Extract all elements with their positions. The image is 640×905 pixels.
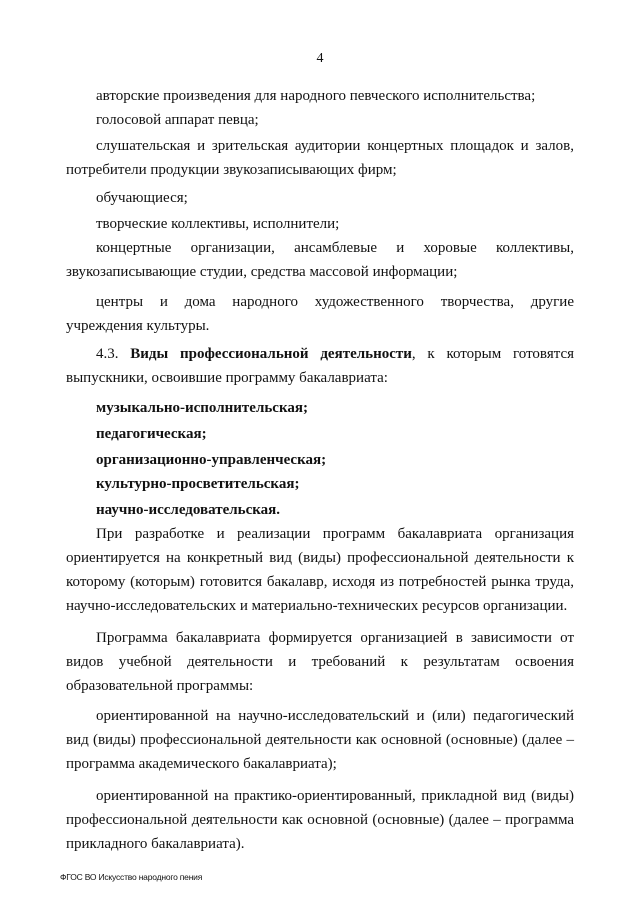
paragraph: слушательская и зрительская аудитории концертных площадок и залов, потребители продукции звукозаписывающих фирм; xyxy=(66,138,574,178)
activity-item: научно-исследовательская. xyxy=(96,502,281,518)
paragraph: концертные организации, ансамблевые и хоровые коллективы, звукозаписывающие студии, средства массовой информации; xyxy=(66,240,574,280)
activity-item: организационно-управленческая; xyxy=(96,452,327,468)
section-heading-rest: , к которым готовятся выпускники, освоившие программу бакалавриата: xyxy=(66,346,575,386)
paragraph: обучающиеся; xyxy=(96,190,188,206)
paragraph: центры и дома народного художественного творчества, другие учреждения культуры. xyxy=(66,294,574,334)
activity-item: культурно-просветительская; xyxy=(96,476,300,492)
activity-item: педагогическая; xyxy=(96,426,207,442)
paragraph: ориентированной на практико-ориентированный, прикладной вид (виды) профессиональной деятельности как основной (основные) (далее – программа прикладного бакалавриата). xyxy=(66,788,574,852)
paragraph: голосовой аппарат певца; xyxy=(96,112,259,128)
section-number: 4.3. xyxy=(96,346,119,362)
section-heading-bold: Виды профессиональной деятельности xyxy=(130,346,412,362)
section-paragraph xyxy=(66,342,574,390)
page-number: 4 xyxy=(316,51,324,66)
paragraph: авторские произведения для народного певческого исполнительства; xyxy=(96,88,536,104)
footer-caption: ФГОС ВО Искусство народного пения xyxy=(60,872,203,882)
paragraph: Программа бакалавриата формируется организацией в зависимости от видов учебной деятельности и требований к результатам освоения образовательной программы: xyxy=(66,630,574,694)
paragraph: творческие коллективы, исполнители; xyxy=(96,216,340,232)
paragraph: При разработке и реализации программ бакалавриата организация ориентируется на конкретный вид (виды) профессиональной деятельности к которому (которым) готовится бакалавр, исходя из потребностей рынка труда, научно-исследовательских и материально-технических ресурсов организации. xyxy=(66,526,574,614)
activity-item: музыкально-исполнительская; xyxy=(96,400,308,416)
paragraph: ориентированной на научно-исследовательский и (или) педагогический вид (виды) профессиональной деятельности как основной (основные) (далее – программа академического бакалавриата); xyxy=(66,708,574,772)
